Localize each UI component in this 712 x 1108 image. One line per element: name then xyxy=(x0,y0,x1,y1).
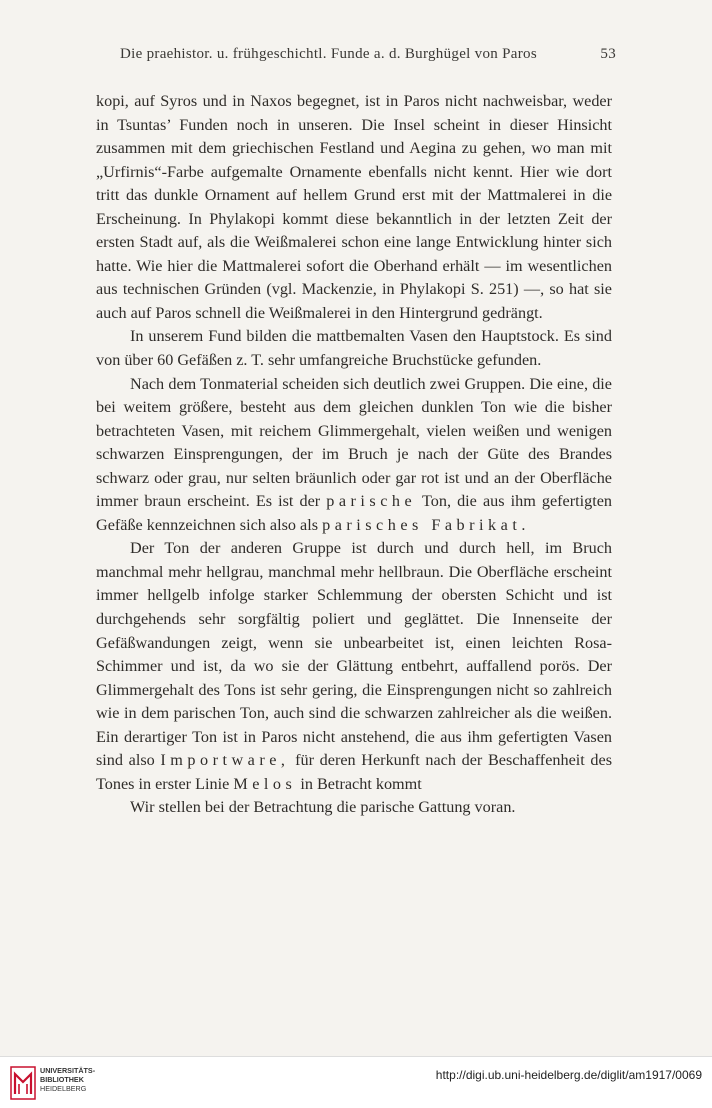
library-logo-text xyxy=(40,1066,95,1093)
heidelberg-library-logo-icon xyxy=(10,1066,36,1100)
spaced-term-melos: Melos xyxy=(233,774,297,793)
source-url-link[interactable]: http://digi.ub.uni-heidelberg.de/diglit/am1917/0069 xyxy=(435,1068,702,1082)
paragraph-1: kopi, auf Syros und in Naxos begegnet, ist in Paros nicht nachweisbar, weder in Tsuntas’ Funden noch in unseren. Die Insel scheint in dieser Hinsicht zusammen mit dem griechischen Festland und Aegina zu gehen, wo man mit „Urfirnis“-Farbe aufgemalte Ornamente ebenfalls nicht kennt. Hier wie dort tritt das dunkle Ornament auf hellem Grund erst mit der Mattmalerei in die Erscheinung. In Phylakopi kommt diese bekanntlich in der letzten Zeit der ersten Stadt auf, als die Weißmalerei schon eine lange Entwicklung hinter sich hatte. Wie hier die Mattmalerei sofort die Oberhand erhält — im wesentlichen aus technischen Gründen (vgl. Mackenzie, in Phylakopi S. 251) —, so hat sie auch auf Paros schnell die Weißmalerei in den Hintergrund gedrängt. xyxy=(96,92,612,322)
paragraph-3 xyxy=(96,373,612,538)
paragraph-5: Wir stellen bei der Betrachtung die parische Gattung voran. xyxy=(130,798,516,817)
page-number: 53 xyxy=(600,46,616,62)
body-text xyxy=(96,90,612,820)
paragraph-2: In unserem Fund bilden die mattbemalten Vasen den Hauptstock. Es sind von über 60 Gefäßen z. T. sehr umfangreiche Bruchstücke gefunden. xyxy=(96,327,612,370)
paragraph-4-text-c: für deren Herkunft nach der Beschaffenheit des Tones in erster Linie xyxy=(96,751,612,793)
logo-line-1: UNIVERSITÄTS- xyxy=(40,1066,96,1075)
spaced-term-parisches-fabrikat: parisches Fabrikat. xyxy=(322,515,530,534)
paragraph-4 xyxy=(96,537,612,796)
running-head-title: Die praehistor. u. frühgeschichtl. Funde a. d. Burghügel von Paros xyxy=(120,46,537,62)
paragraph-3-text-c: Ton, die aus ihm gefertigten Gefäße kennzeichnen sich also als xyxy=(96,492,612,534)
paragraph-4-text-a: Der Ton der anderen Gruppe ist durch und durch hell, im Bruch manchmal mehr hellgrau, manchmal mehr hellbraun. Die Oberfläche erscheint immer hellgelb infolge starker Schlemmung der obersten Schicht und ist durchgehends sehr sorgfältig poliert und geglättet. Die Innenseite der Gefäßwandungen zeigt, wenn sie unbearbeitet ist, einen leichten Rosa-Schimmer und ist, da wo sie der Glättung entbehrt, auffallend porös. Der Glimmergehalt des Tons ist sehr gering, die Einsprengungen nicht so zahlreich wie in dem parischen Ton, auch sind die schwarzen zahlreicher als die weißen. Ein derartiger Ton ist in Paros nicht anstehend, die aus ihm gefertigten Vasen sind also xyxy=(96,539,612,770)
logo-line-2: BIBLIOTHEK xyxy=(40,1075,84,1084)
spaced-term-importware: Importware, xyxy=(160,751,290,770)
logo-line-3: HEIDELBERG xyxy=(40,1084,87,1093)
paragraph-4-text-e: in Betracht kommt xyxy=(300,774,422,793)
footer-bar xyxy=(0,1056,712,1108)
paragraph-3-text-a: Nach dem Tonmaterial scheiden sich deutlich zwei Gruppen. Die eine, die bei weitem größere, besteht aus dem gleichen dunklen Ton wie die bisher betrachteten Vasen, mit reichem Glimmergehalt, vielen weißen und wenigen schwarzen Einsprengungen, der im Bruch je nach der Güte des Brandes schwarz oder grau, nur selten bräunlich oder gar rot ist und an der Oberfläche immer braun erscheint. Es ist der xyxy=(96,374,612,511)
spaced-term-parische: parische xyxy=(326,492,417,511)
